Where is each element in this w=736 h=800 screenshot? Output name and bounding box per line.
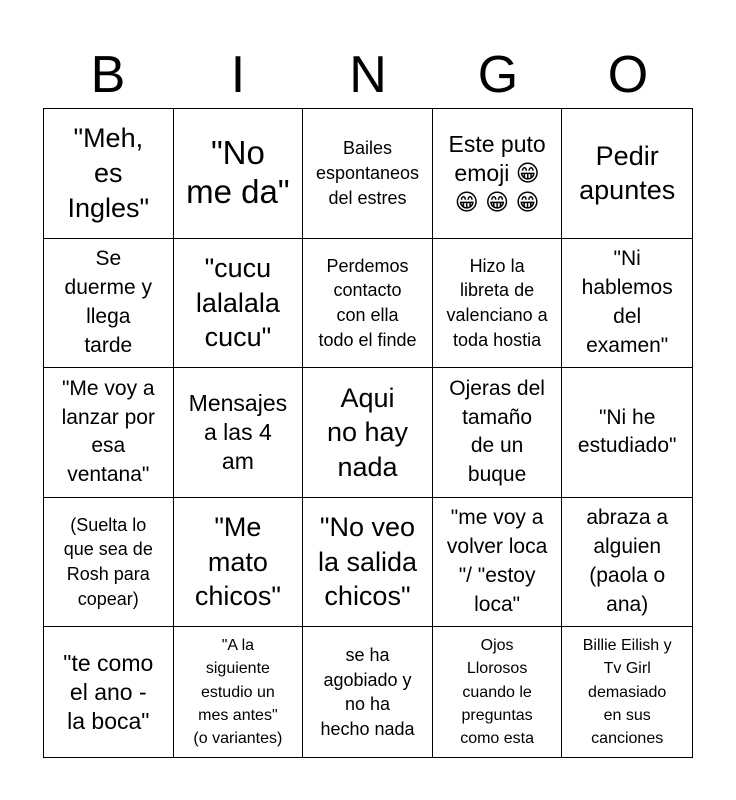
bingo-cell[interactable] xyxy=(303,368,433,498)
cell-text: Mensajes a las 4 am xyxy=(188,390,288,474)
bingo-cell[interactable] xyxy=(174,109,304,239)
cell-text: "Meh, es Ingles" xyxy=(67,123,150,223)
bingo-cell[interactable] xyxy=(433,627,563,757)
cell-text: Hizo la libreta de valenciano a toda hostia xyxy=(446,255,548,350)
header-letter-b: B xyxy=(90,46,126,104)
cell-text: "me voy a volver loca "/ "estoy loca" xyxy=(446,506,548,617)
bingo-cell[interactable] xyxy=(303,498,433,628)
bingo-cell[interactable] xyxy=(433,368,563,498)
cell-text: Aqui no hay nada xyxy=(326,382,409,482)
bingo-cell[interactable] xyxy=(44,239,174,369)
bingo-cell[interactable] xyxy=(562,498,692,628)
cell-text: Perdemos contacto con ella todo el finde xyxy=(318,255,417,350)
bingo-cell[interactable] xyxy=(562,239,692,369)
bingo-cell[interactable] xyxy=(562,109,692,239)
bingo-cell[interactable] xyxy=(44,109,174,239)
cell-text: Billie Eilish y Tv Girl demasiado en sus canciones xyxy=(582,637,672,747)
cell-text: "te como el ano - la boca" xyxy=(63,650,154,734)
bingo-cell[interactable] xyxy=(433,109,563,239)
bingo-cell[interactable] xyxy=(174,368,304,498)
cell-text: Se duerme y llega tarde xyxy=(64,246,153,357)
bingo-cell[interactable] xyxy=(303,109,433,239)
bingo-header xyxy=(43,42,693,108)
cell-text: "A la siguiente estudio un mes antes" (o variantes) xyxy=(193,637,283,747)
cell-text: Ojeras del tamaño de un buque xyxy=(449,376,545,487)
cell-text: "Me voy a lanzar por esa ventana" xyxy=(61,376,155,487)
cell-text: "Me mato chicos" xyxy=(194,512,281,612)
bingo-cell[interactable] xyxy=(303,627,433,757)
bingo-cell[interactable] xyxy=(174,239,304,369)
bingo-cell[interactable] xyxy=(562,627,692,757)
cell-text: "Ni he estudiado" xyxy=(577,405,677,458)
bingo-cell[interactable] xyxy=(44,627,174,757)
cell-text: abraza a alguien (paola o ana) xyxy=(586,506,669,617)
cell-text: Bailes espontaneos del estres xyxy=(315,138,420,208)
cell-text: se ha agobiado y no ha hecho nada xyxy=(320,644,415,739)
header-letter-n: N xyxy=(349,46,387,104)
bingo-cell[interactable] xyxy=(433,498,563,628)
bingo-cell[interactable] xyxy=(174,627,304,757)
header-letter-o: O xyxy=(607,46,649,104)
bingo-cell[interactable] xyxy=(44,498,174,628)
bingo-cell[interactable] xyxy=(303,239,433,369)
header-letter-g: G xyxy=(477,46,519,104)
cell-text: Pedir apuntes xyxy=(579,140,676,206)
bingo-board xyxy=(43,108,693,758)
cell-text: "cucu lalalala cucu" xyxy=(195,253,280,353)
bingo-cell[interactable] xyxy=(433,239,563,369)
cell-text: "No me da" xyxy=(186,134,290,211)
bingo-cell[interactable] xyxy=(562,368,692,498)
cell-text: "Ni hablemos del examen" xyxy=(581,246,673,357)
bingo-cell[interactable] xyxy=(174,498,304,628)
cell-text: Este puto emoji 😁 😁 😁 😁 xyxy=(448,131,546,215)
header-letter-i: I xyxy=(230,46,246,104)
cell-text: (Suelta lo que sea de Rosh para copear) xyxy=(63,514,153,609)
bingo-cell[interactable] xyxy=(44,368,174,498)
cell-text: Ojos Llorosos cuando le preguntas como esta xyxy=(460,637,534,747)
cell-text: "No veo la salida chicos" xyxy=(317,512,418,612)
